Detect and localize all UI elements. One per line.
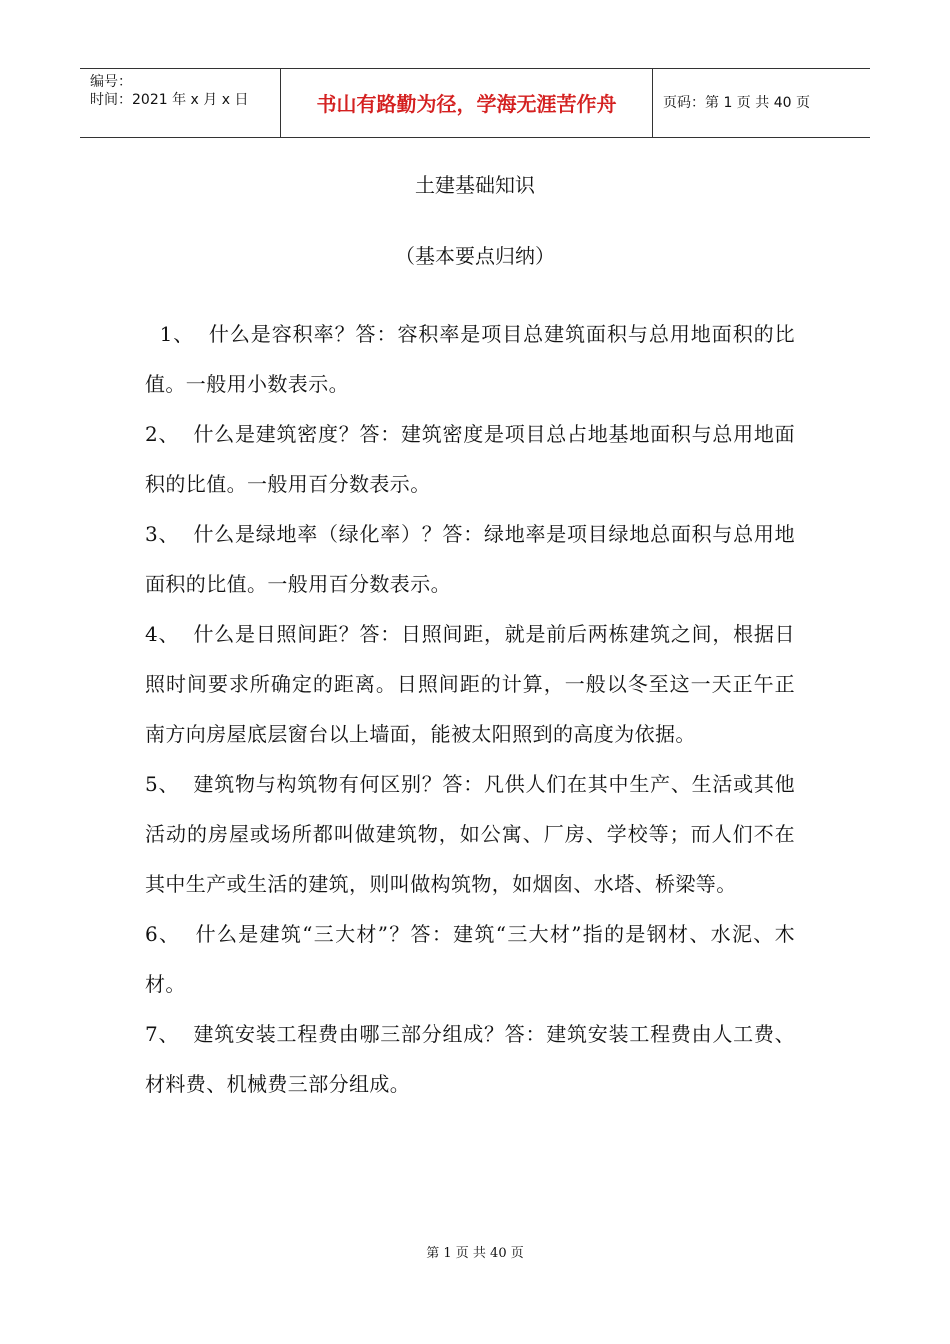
qa-item-6: 6、 什么是建筑“三大材”？答：建筑“三大材”指的是钢材、水泥、木材。 bbox=[145, 922, 795, 996]
date-label: 时间：2021 年 x 月 x 日 bbox=[90, 92, 249, 108]
page-footer: 第 1 页 共 40 页 bbox=[426, 1246, 524, 1261]
page-info: 页码：第 1 页 共 40 页 bbox=[663, 95, 810, 111]
qa-item-7: 7、 建筑安装工程费由哪三部分组成？答：建筑安装工程费由人工费、材料费、机械费三部分组成。 bbox=[145, 1022, 795, 1096]
qa-item-5: 5、 建筑物与构筑物有何区别？答：凡供人们在其中生产、生活或其他活动的房屋或场所都叫做建筑物，如公寓、厂房、学校等；而人们不在其中生产或生活的建筑，则叫做构筑物，如烟囱、水塔、桥梁等。 bbox=[145, 772, 795, 896]
motto-text: 书山有路勤为径，学海无涯苦作舟 bbox=[316, 92, 617, 116]
serial-label: 编号： bbox=[90, 74, 132, 90]
header-center-cell bbox=[281, 69, 653, 137]
document-body bbox=[145, 309, 795, 1109]
qa-item-4: 4、 什么是日照间距？答：日照间距，就是前后两栋建筑之间，根据日照时间要求所确定的距离。日照间距的计算，一般以冬至这一天正午正南方向房屋底层窗台以上墙面，能被太阳照到的高度为依据。 bbox=[145, 622, 795, 746]
header-right-cell bbox=[653, 69, 870, 137]
header-left-cell bbox=[80, 69, 281, 137]
document-title: 土建基础知识 bbox=[415, 173, 535, 197]
qa-item-1: 1、 什么是容积率？答：容积率是项目总建筑面积与总用地面积的比值。一般用小数表示。 bbox=[145, 322, 795, 396]
header-table bbox=[80, 68, 870, 138]
qa-item-3: 3、 什么是绿地率（绿化率）？答：绿地率是项目绿地总面积与总用地面积的比值。一般用百分数表示。 bbox=[145, 522, 795, 596]
document-subtitle: （基本要点归纳） bbox=[395, 244, 555, 268]
qa-item-2: 2、 什么是建筑密度？答：建筑密度是项目总占地基地面积与总用地面积的比值。一般用百分数表示。 bbox=[145, 422, 795, 496]
